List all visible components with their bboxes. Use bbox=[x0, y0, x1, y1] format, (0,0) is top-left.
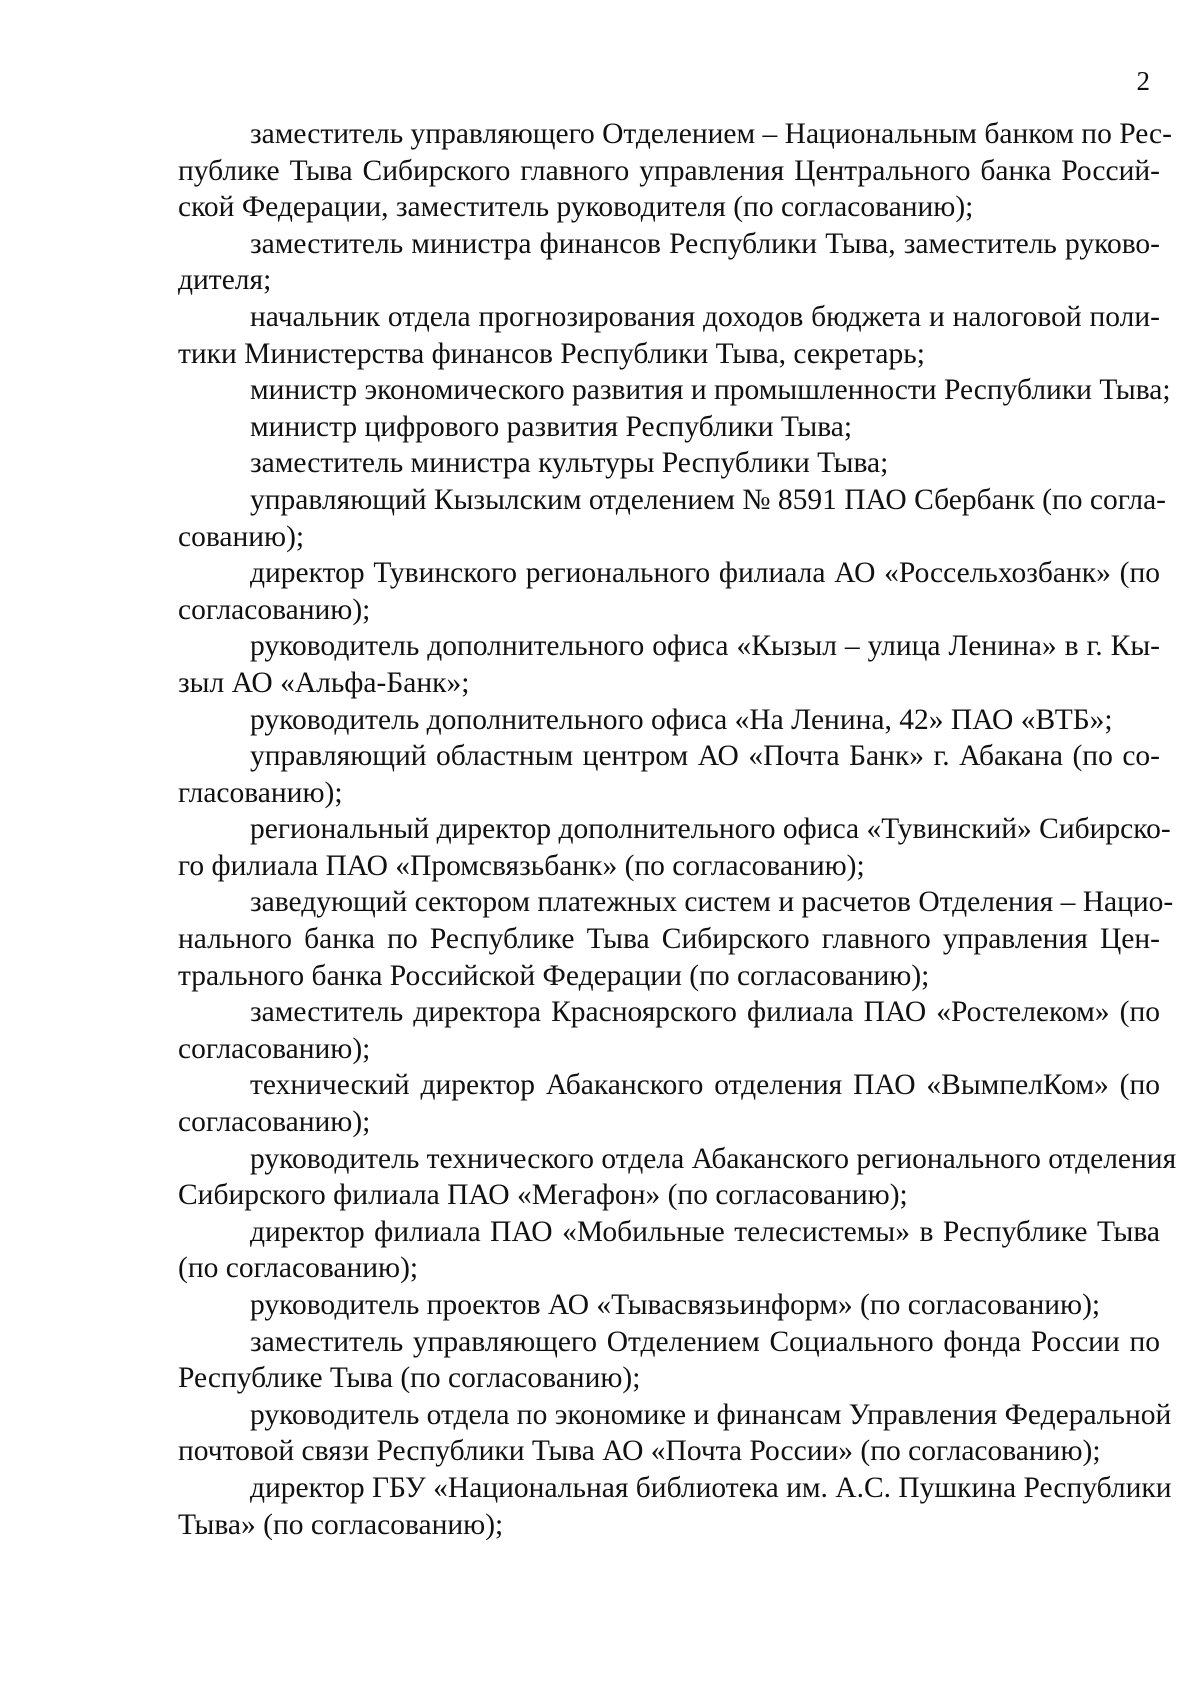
text-line: гласованию); bbox=[178, 776, 343, 809]
text-line: директор Тувинского регионального филиала АО «Россельхозбанк» (по bbox=[250, 557, 1160, 590]
member-list-item bbox=[178, 1214, 1160, 1287]
member-list-item bbox=[178, 811, 1171, 884]
member-list-item bbox=[178, 884, 1174, 994]
text-line: директор ГБУ «Национальная библиотека им. А.С. Пушкина Республики bbox=[250, 1471, 1172, 1504]
text-line: почтовой связи Республики Тыва АО «Почта России» (по согласованию); bbox=[178, 1435, 1101, 1468]
text-line: Республике Тыва (по согласованию); bbox=[178, 1362, 641, 1395]
text-line: ской Федерации, заместитель руководителя (по согласованию); bbox=[178, 191, 974, 224]
text-line: зыл АО «Альфа-Банк»; bbox=[178, 666, 470, 699]
text-line: сованию); bbox=[178, 520, 305, 553]
text-line: го филиала ПАО «Промсвязьбанк» (по согласованию); bbox=[178, 849, 865, 882]
text-line: управляющий областным центром АО «Почта Банк» г. Абакана (по со- bbox=[250, 740, 1160, 773]
text-line: управляющий Кызылским отделением № 8591 ПАО Сбербанк (по согла- bbox=[250, 483, 1166, 516]
member-list-item bbox=[178, 226, 1160, 299]
text-line: тики Министерства финансов Республики Тыва, секретарь; bbox=[178, 337, 925, 370]
text-line: директор филиала ПАО «Мобильные телесистемы» в Республике Тыва bbox=[250, 1215, 1160, 1248]
text-line: руководитель технического отдела Абаканского регионального отделения bbox=[250, 1142, 1177, 1175]
member-list-item bbox=[178, 482, 1166, 555]
member-list-item bbox=[178, 1324, 1160, 1397]
page-number: 2 bbox=[1136, 66, 1150, 96]
member-list-item bbox=[178, 1287, 1160, 1324]
member-list-item bbox=[178, 409, 1160, 446]
text-line: заместитель министра культуры Республики Тыва; bbox=[250, 447, 889, 480]
text-line: публике Тыва Сибирского главного управления Центрального банка Россий- bbox=[178, 154, 1160, 187]
text-line: заместитель министра финансов Республики Тыва, заместитель руково- bbox=[250, 227, 1160, 260]
text-line: заместитель управляющего Отделением Социального фонда России по bbox=[250, 1325, 1160, 1358]
text-line: нального банка по Республике Тыва Сибирского главного управления Цен- bbox=[178, 923, 1160, 956]
text-line: начальник отдела прогнозирования доходов бюджета и налоговой поли- bbox=[250, 300, 1160, 333]
text-line: заместитель управляющего Отделением – Национальным банком по Рес- bbox=[250, 118, 1172, 150]
member-list-item bbox=[178, 1470, 1172, 1543]
text-line: согласованию); bbox=[178, 593, 371, 626]
text-line: заместитель директора Красноярского филиала ПАО «Ростелеком» (по bbox=[250, 996, 1160, 1029]
text-line: руководитель проектов АО «Тывасвязьинформ» (по согласованию); bbox=[250, 1289, 1101, 1321]
member-list-item bbox=[178, 994, 1160, 1067]
document-body bbox=[178, 116, 1177, 1543]
member-list-item bbox=[178, 555, 1160, 628]
member-list-item bbox=[178, 116, 1172, 226]
member-list-item bbox=[178, 1141, 1177, 1214]
text-line: (по согласованию); bbox=[178, 1252, 419, 1285]
text-line: согласованию); bbox=[178, 1032, 371, 1065]
text-line: дителя; bbox=[178, 264, 272, 297]
member-list-item bbox=[178, 1067, 1160, 1140]
member-list-item bbox=[178, 299, 1160, 372]
text-line: министр экономического развития и промышленности Республики Тыва; bbox=[250, 374, 1171, 407]
text-line: технический директор Абаканского отделения ПАО «ВымпелКом» (по bbox=[250, 1069, 1160, 1102]
member-list-item bbox=[178, 372, 1171, 409]
member-list-item bbox=[178, 702, 1160, 739]
text-line: трального банка Российской Федерации (по согласованию); bbox=[178, 959, 930, 992]
member-list-item bbox=[178, 738, 1160, 811]
text-line: руководитель дополнительного офиса «На Ленина, 42» ПАО «ВТБ»; bbox=[250, 703, 1113, 736]
member-list-item bbox=[178, 445, 1160, 482]
text-line: Сибирского филиала ПАО «Мегафон» (по согласованию); bbox=[178, 1179, 908, 1212]
text-line: заведующий сектором платежных систем и расчетов Отделения – Нацио- bbox=[250, 886, 1174, 919]
text-line: Тыва» (по согласованию); bbox=[178, 1508, 504, 1541]
text-line: региональный директор дополнительного офиса «Тувинский» Сибирско- bbox=[250, 813, 1171, 846]
text-line: руководитель отдела по экономике и финансам Управления Федеральной bbox=[250, 1398, 1172, 1431]
member-list-item bbox=[178, 628, 1160, 701]
text-line: согласованию); bbox=[178, 1106, 371, 1139]
member-list-item bbox=[178, 1397, 1172, 1470]
text-line: министр цифрового развития Республики Тыва; bbox=[250, 410, 853, 443]
text-line: руководитель дополнительного офиса «Кызыл – улица Ленина» в г. Кы- bbox=[250, 630, 1160, 663]
